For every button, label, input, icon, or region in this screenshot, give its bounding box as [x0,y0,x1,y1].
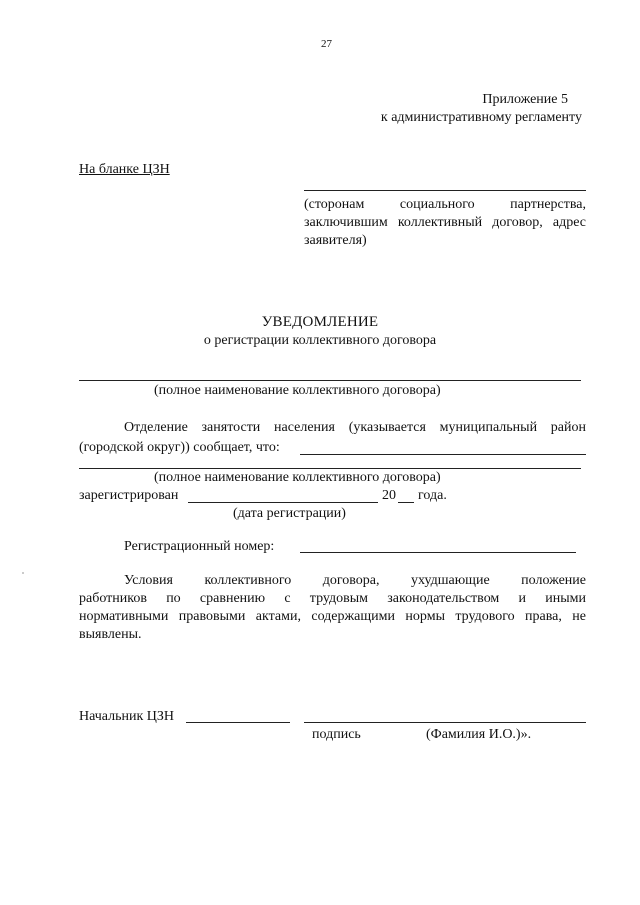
registration-date-line [188,502,378,503]
agreement-name-line [79,380,581,381]
document-subtitle: о регистрации коллективного договора [203,333,437,348]
year-fill-line [398,502,414,503]
head-label: Начальник ЦЗН [79,709,175,724]
recipient-fill-line [304,190,586,191]
full-name-caption: (Фамилия И.О.)». [426,727,532,742]
municipality-fill-line [300,454,586,455]
registration-number-line [300,552,576,553]
signature-line [186,722,290,723]
full-name-line [304,722,586,723]
employment-office-paragraph-line-2: (городской округ)) сообщает, что: [79,440,280,455]
signature-caption: подпись [312,727,361,742]
appendix-number: Приложение 5 [482,92,568,107]
agreement-name-caption-2: (полное наименование коллективного договора) [154,470,441,485]
conditions-line-3: нормативными правовыми актами, содержащими нормы трудового права, не [79,609,586,624]
recipient-line-1: (сторонам социального партнерства, [304,197,586,212]
registration-number-label: Регистрационный номер: [124,539,275,554]
registration-date-caption: (дата регистрации) [233,506,346,521]
conditions-line-4: выявлены. [79,627,142,642]
recipient-line-2: заключившим коллективный договор, адрес [304,215,586,230]
letterhead-note: На бланке ЦЗН [79,162,170,177]
year-suffix: года. [418,488,447,503]
recipient-line-3: заявителя) [304,233,367,248]
document-title: УВЕДОМЛЕНИЕ [261,314,379,330]
page-number: 27 [321,38,332,50]
conditions-line-2: работников по сравнению с трудовым законодательством и иными [79,591,586,606]
agreement-name-line-2 [79,468,581,469]
registered-label: зарегистрирован [79,488,179,503]
employment-office-paragraph-line-1: Отделение занятости населения (указывается муниципальный район [124,420,586,435]
appendix-reference: к административному регламенту [380,110,582,125]
conditions-line-1: Условия коллективного договора, ухудшающие положение [124,573,586,588]
year-prefix: 20 [382,488,396,503]
scan-speck [22,572,24,574]
agreement-name-caption: (полное наименование коллективного договора) [154,383,441,398]
